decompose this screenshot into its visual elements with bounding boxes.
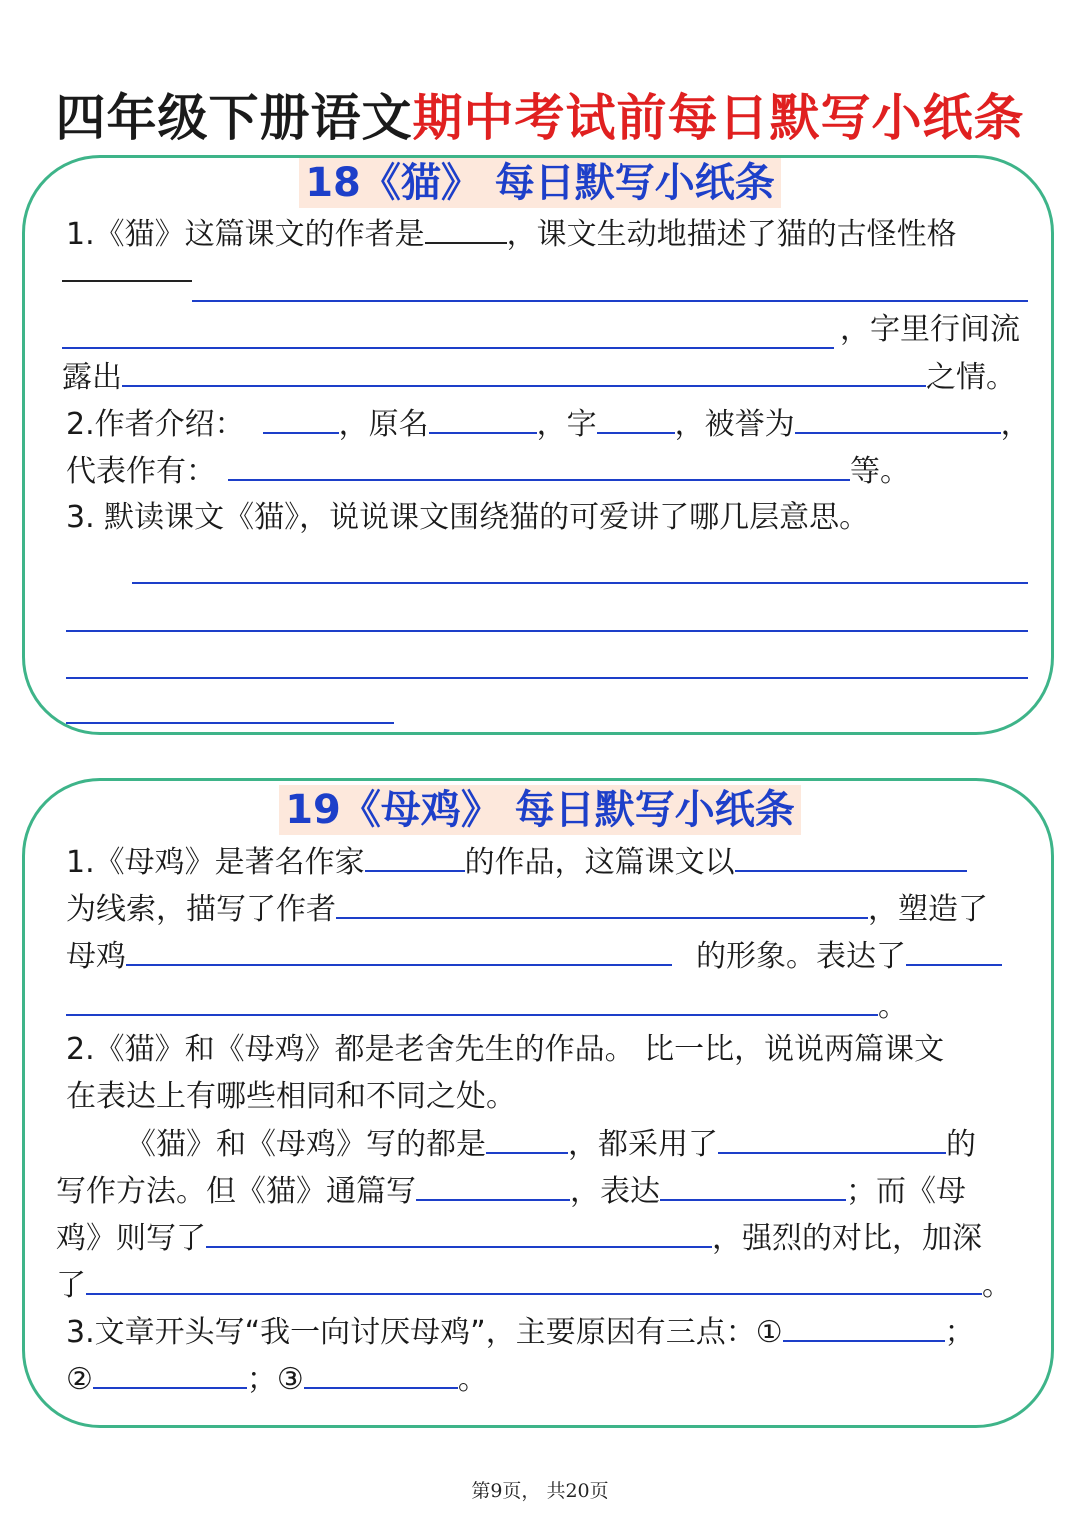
card-cat-heading-text: 18《猫》 每日默写小纸条 bbox=[299, 158, 781, 208]
text: 等。 bbox=[850, 454, 910, 489]
text: 3.文章开头写“我一向讨厌母鸡”，主要原因有三点：① bbox=[66, 1315, 783, 1350]
text: 代表作有： bbox=[66, 454, 216, 489]
blank-hen-content[interactable] bbox=[206, 1218, 712, 1248]
text: ，原名 bbox=[338, 407, 429, 442]
text: 。 bbox=[457, 1362, 488, 1397]
text: ，字里行间流 bbox=[840, 312, 1020, 347]
text: 之情。 bbox=[926, 360, 1016, 395]
hen-q1-line2 bbox=[66, 889, 988, 930]
text: ，塑造了 bbox=[868, 892, 988, 927]
text: 的形象。表达了 bbox=[696, 939, 906, 974]
hen-q2-line5 bbox=[56, 1218, 982, 1259]
text: 1.《猫》这篇课文的作者是 bbox=[66, 217, 425, 252]
text: 《猫》和《母鸡》写的都是 bbox=[126, 1127, 486, 1162]
blank-reason-3[interactable] bbox=[304, 1359, 458, 1389]
hen-q2-line4 bbox=[56, 1171, 966, 1212]
cat-q1-line1 bbox=[66, 214, 957, 255]
hen-q2-line2 bbox=[66, 1077, 516, 1117]
answer-line[interactable] bbox=[132, 582, 1028, 584]
text: 母鸡 bbox=[66, 939, 126, 974]
hen-q3-line2 bbox=[66, 1359, 488, 1400]
blank-express[interactable] bbox=[906, 936, 1002, 966]
text: 为线索，描写了作者 bbox=[66, 892, 336, 927]
text: ，表达 bbox=[570, 1174, 660, 1209]
blank-image[interactable] bbox=[126, 936, 672, 966]
text: ，被誉为 bbox=[674, 407, 795, 442]
card-cat-heading bbox=[0, 158, 1080, 208]
answer-line[interactable] bbox=[66, 677, 1028, 679]
text: ，都采用了 bbox=[568, 1127, 718, 1162]
blank-line[interactable] bbox=[62, 347, 834, 349]
hen-q3-line1 bbox=[66, 1312, 975, 1353]
text: 露出 bbox=[62, 360, 122, 395]
text: 了 bbox=[56, 1268, 86, 1303]
text: 。 bbox=[878, 989, 908, 1024]
page-title bbox=[0, 78, 1080, 150]
cat-q3 bbox=[66, 498, 869, 538]
blank-short-black[interactable] bbox=[62, 280, 192, 282]
title-part-red: 期中考试前每日默写小纸条 bbox=[412, 89, 1025, 147]
blank-attitude[interactable] bbox=[336, 889, 868, 919]
blank-same-subject[interactable] bbox=[486, 1124, 568, 1154]
hen-q1-line4 bbox=[66, 986, 908, 1027]
text: 1.《母鸡》是著名作家 bbox=[66, 845, 365, 880]
hen-q1-line1 bbox=[66, 842, 967, 883]
blank-line[interactable] bbox=[192, 300, 1028, 302]
text: 的作品，这篇课文以 bbox=[464, 845, 735, 880]
text: ，字 bbox=[536, 407, 597, 442]
hen-q2-line1 bbox=[66, 1030, 944, 1070]
blank-courtesy-name[interactable] bbox=[597, 404, 675, 434]
text: ，强烈的对比，加深 bbox=[712, 1221, 982, 1256]
answer-line[interactable] bbox=[66, 722, 394, 724]
blank-emotion[interactable] bbox=[122, 357, 926, 387]
blank-clue[interactable] bbox=[735, 842, 967, 872]
text: 在表达上有哪些相同和不同之处。 bbox=[66, 1079, 516, 1114]
cat-q1-line3 bbox=[840, 310, 1020, 350]
text: 。 bbox=[982, 1268, 1012, 1303]
blank-title[interactable] bbox=[795, 404, 1001, 434]
text: 2.作者介绍： bbox=[66, 407, 245, 442]
blank-reason-1[interactable] bbox=[783, 1312, 945, 1342]
text: 鸡》则写了 bbox=[56, 1221, 206, 1256]
blank-cat-express[interactable] bbox=[660, 1171, 846, 1201]
text: 的 bbox=[946, 1127, 976, 1162]
cat-q2-line1 bbox=[66, 404, 1031, 445]
text: ；③ bbox=[246, 1362, 304, 1397]
cat-q2-line2 bbox=[66, 451, 910, 492]
blank-works[interactable] bbox=[228, 451, 850, 481]
blank-author[interactable] bbox=[425, 214, 507, 244]
blank-deepen[interactable] bbox=[86, 1265, 982, 1295]
text: 2.《猫》和《母鸡》都是老舍先生的作品。 比一比，说说两篇课文 bbox=[66, 1032, 945, 1067]
blank-method[interactable] bbox=[718, 1124, 946, 1154]
text: ② bbox=[66, 1362, 93, 1397]
hen-q2-line3 bbox=[126, 1124, 976, 1165]
hen-q2-line6 bbox=[56, 1265, 1012, 1306]
page-footer: 第9页， 共20页 bbox=[471, 1480, 609, 1502]
blank-reason-2[interactable] bbox=[93, 1359, 247, 1389]
blank-feeling[interactable] bbox=[66, 986, 878, 1016]
title-part-black: 四年级下册语文 bbox=[55, 89, 413, 147]
answer-line[interactable] bbox=[66, 630, 1028, 632]
text: 写作方法。但《猫》通篇写 bbox=[56, 1174, 416, 1209]
text: ； bbox=[944, 1315, 975, 1350]
hen-q1-line3 bbox=[66, 936, 1002, 977]
blank-real-name[interactable] bbox=[429, 404, 537, 434]
text: 3. 默读课文《猫》，说说课文围绕猫的可爱讲了哪几层意思。 bbox=[66, 500, 870, 535]
blank-writer[interactable] bbox=[365, 842, 465, 872]
blank-pen-name[interactable] bbox=[263, 404, 339, 434]
card-hen-heading-text: 19《母鸡》 每日默写小纸条 bbox=[279, 785, 801, 835]
cat-q1-line4 bbox=[62, 357, 1016, 398]
text: ，课文生动地描述了猫的古怪性格 bbox=[506, 217, 957, 252]
blank-cat-content[interactable] bbox=[416, 1171, 570, 1201]
text: ；而《母 bbox=[846, 1174, 966, 1209]
text: ， bbox=[1000, 407, 1031, 442]
card-hen-heading bbox=[0, 785, 1080, 835]
